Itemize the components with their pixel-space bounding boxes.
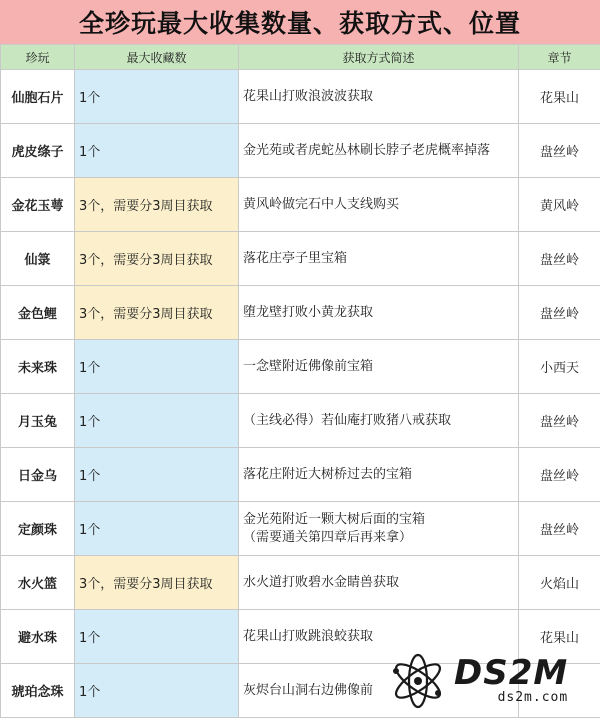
table-row [1,340,600,394]
item-method-line2: （需要通关第四章后再来拿） [243,529,514,547]
item-name: 定颜珠 [1,502,75,556]
table-row [1,502,600,556]
table-row [1,286,600,340]
item-count: 1个 [75,394,239,448]
item-name: 琥珀念珠 [1,664,75,718]
atom-logo-icon [388,651,448,711]
item-method: 一念壁附近佛像前宝箱 [239,340,519,394]
item-chapter: 花果山 [519,70,600,124]
table-header-row [1,45,600,70]
item-method: 落花庄附近大树桥过去的宝箱 [239,448,519,502]
item-name: 水火篮 [1,556,75,610]
table-row [1,178,600,232]
item-method: 金光苑或者虎蛇丛林刷长脖子老虎概率掉落 [239,124,519,178]
item-method: 灰烬台山洞右边佛像前 [239,664,519,718]
item-chapter: 盘丝岭 [519,448,600,502]
item-chapter: 盘丝岭 [519,232,600,286]
item-chapter: 花果山 [519,610,600,664]
item-count: 3个，需要分3周目获取 [75,556,239,610]
item-chapter: 盘丝岭 [519,502,600,556]
watermark-brand: DS2M [454,656,568,690]
item-method: 堕龙壁打败小黄龙获取 [239,286,519,340]
header-count: 最大收藏数 [75,45,239,70]
item-name: 虎皮绦子 [1,124,75,178]
item-count: 1个 [75,70,239,124]
item-method: 花果山打败跳浪蛟获取 [239,610,519,664]
table-row [1,394,600,448]
item-chapter: 黄风岭 [519,178,600,232]
header-chapter: 章节 [519,45,600,70]
table-row [1,448,600,502]
item-chapter: 小西天 [519,340,600,394]
item-count: 1个 [75,664,239,718]
header-method: 获取方式简述 [239,45,519,70]
item-method: 水火道打败碧水金睛兽获取 [239,556,519,610]
item-method-line1: 金光苑附近一颗大树后面的宝箱 [243,511,514,529]
item-chapter: 盘丝岭 [519,286,600,340]
item-name: 仙箓 [1,232,75,286]
item-name: 仙胞石片 [1,70,75,124]
item-count: 1个 [75,124,239,178]
page-title: 全珍玩最大收集数量、获取方式、位置 [0,0,600,45]
item-method: 落花庄亭子里宝箱 [239,232,519,286]
item-method: （主线必得）若仙庵打败猪八戒获取 [239,394,519,448]
item-method: 花果山打败浪波波获取 [239,70,519,124]
item-count: 3个，需要分3周目获取 [75,232,239,286]
header-name: 珍玩 [1,45,75,70]
table-row [1,124,600,178]
item-chapter: 盘丝岭 [519,394,600,448]
watermark-url: ds2m.com [454,690,568,705]
item-name: 月玉兔 [1,394,75,448]
item-name: 日金乌 [1,448,75,502]
item-method [239,502,519,556]
item-count: 1个 [75,610,239,664]
table-row [1,556,600,610]
item-count: 3个，需要分3周目获取 [75,286,239,340]
item-method: 黄风岭做完石中人支线购买 [239,178,519,232]
item-name: 金花玉萼 [1,178,75,232]
item-count: 1个 [75,448,239,502]
item-name: 金色鲤 [1,286,75,340]
item-name: 未来珠 [1,340,75,394]
item-count: 1个 [75,502,239,556]
item-chapter: 火焰山 [519,556,600,610]
table-row [1,232,600,286]
item-count: 3个，需要分3周目获取 [75,178,239,232]
item-count: 1个 [75,340,239,394]
item-name: 避水珠 [1,610,75,664]
table-row [1,70,600,124]
collectibles-table [0,44,600,718]
item-chapter: 盘丝岭 [519,124,600,178]
watermark [388,646,600,715]
